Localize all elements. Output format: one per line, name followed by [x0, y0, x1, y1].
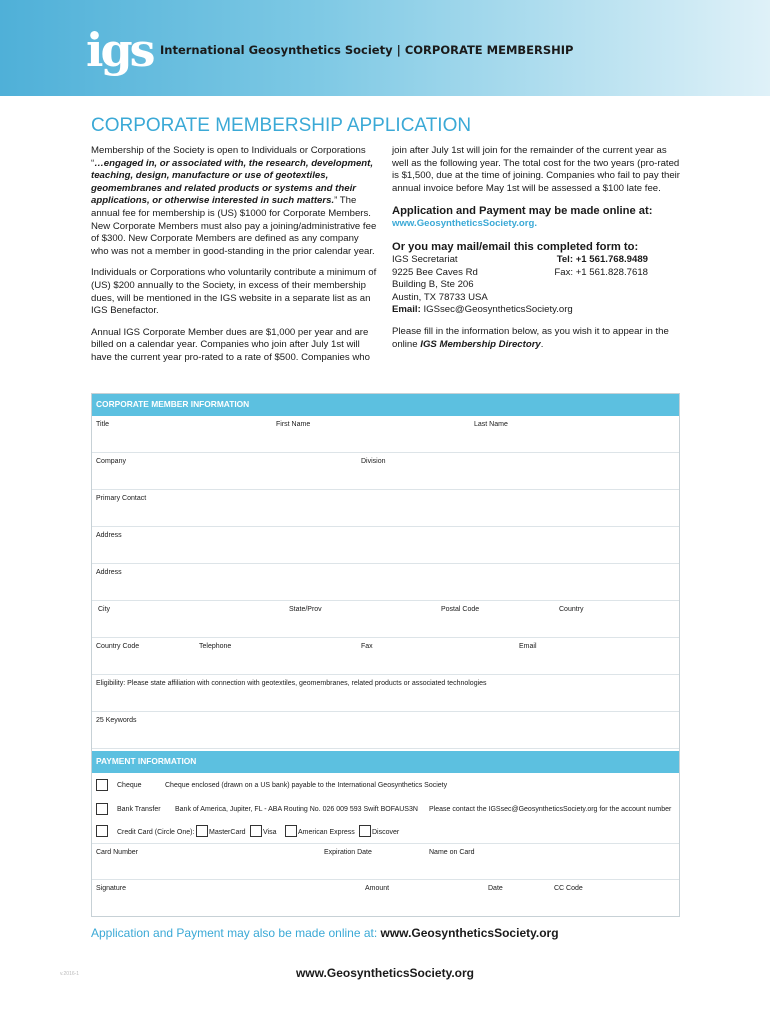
igs-logo: igs	[86, 23, 153, 77]
contact-email: Email: IGSsec@GeosyntheticsSociety.org	[392, 304, 573, 316]
card-row[interactable]	[92, 843, 679, 880]
signature-field: Signature	[96, 885, 126, 892]
city-field: City	[98, 606, 111, 613]
mail-heading: Or you may mail/email this completed form to:	[392, 240, 639, 253]
name-row[interactable]	[92, 416, 679, 453]
name-on-card-field: Name on Card	[429, 849, 475, 856]
benefactor-paragraph: Individuals or Corporations who voluntarily contribute a minimum of (US) $200 annually to the Society, in excess of their membership dues, will be mentioned in the IGS website in a separate list as an IGS Benefactor.	[91, 267, 377, 317]
online-link[interactable]: www.GeosyntheticsSociety.org.	[392, 218, 538, 230]
fax-field: Fax	[361, 643, 373, 650]
keywords-row[interactable]	[92, 712, 679, 749]
mastercard-label: MasterCard	[209, 829, 246, 836]
cheque-label: Cheque	[117, 782, 142, 789]
fax-number: Fax: +1 561.828.7618	[554, 266, 648, 278]
american-express-checkbox[interactable]	[285, 825, 297, 837]
eligibility-field: Eligibility: Please state affiliation with connection with geotextiles, geomembranes, related products or associated technologies	[96, 680, 487, 687]
address-line: Austin, TX 78733 USA	[392, 291, 488, 303]
expiration-date-field: Expiration Date	[324, 849, 372, 856]
bank-details: Bank of America, Jupiter, FL - ABA Routing No. 026 009 593 Swift BOFAUS3N	[175, 806, 418, 813]
country-field: Country	[559, 606, 584, 613]
address-field: Address	[96, 569, 122, 576]
phone-row[interactable]	[92, 638, 679, 675]
email-link[interactable]: IGSsec@GeosyntheticsSociety.org	[423, 304, 573, 316]
title-field: Title	[96, 421, 109, 428]
application-form	[91, 393, 680, 917]
directory-paragraph: Please fill in the information below, as you wish it to appear in the online IGS Membership Directory.	[392, 325, 669, 350]
address-row	[392, 267, 680, 280]
bank-transfer-checkbox[interactable]	[96, 803, 108, 815]
online-heading: Application and Payment may be made online at:	[392, 205, 653, 218]
address-field: Address	[96, 532, 122, 539]
american-express-label: American Express	[298, 829, 355, 836]
cheque-description: Cheque enclosed (drawn on a US bank) payable to the International Geosynthetics Society	[165, 782, 448, 789]
address-row	[392, 254, 680, 267]
telephone-field: Telephone	[199, 643, 232, 650]
visa-label: Visa	[263, 829, 277, 836]
keywords-field: 25 Keywords	[96, 717, 137, 724]
country-code-field: Country Code	[96, 643, 140, 650]
division-field: Division	[361, 458, 386, 465]
footer-online-note: Application and Payment may also be made online at: www.GeosyntheticsSociety.org	[91, 926, 559, 940]
cc-code-field: CC Code	[554, 885, 583, 892]
intro-left-column	[91, 145, 377, 374]
address-row-2[interactable]	[92, 564, 679, 601]
payment-info-header: PAYMENT INFORMATION	[92, 751, 679, 773]
address-row-1[interactable]	[92, 527, 679, 564]
credit-card-label: Credit Card (Circle One):	[117, 829, 195, 836]
first-name-field: First Name	[276, 421, 311, 428]
header-title: International Geosynthetics Society | CORPORATE MEMBERSHIP	[160, 43, 574, 57]
amount-field: Amount	[365, 885, 390, 892]
mastercard-checkbox[interactable]	[196, 825, 208, 837]
address-line: 9225 Bee Caves Rd	[392, 266, 478, 278]
eligibility-row[interactable]	[92, 675, 679, 712]
footer-online-link[interactable]: www.GeosyntheticsSociety.org	[380, 926, 559, 940]
state-field: State/Prov	[289, 606, 322, 613]
address-line: Building B, Ste 206	[392, 279, 474, 291]
company-row[interactable]	[92, 453, 679, 490]
cheque-checkbox[interactable]	[96, 779, 108, 791]
telephone-number: Tel: +1 561.768.9489	[556, 253, 648, 265]
date-field: Date	[488, 885, 503, 892]
primary-contact-field: Primary Contact	[96, 495, 147, 502]
membership-paragraph: Membership of the Society is open to Individuals or Corporations “…engaged in, or associated with, the research, development, teaching, design, manufacture or use of geotextiles, geomembranes and related products or systems and their applications, or otherwise interested in such matters.” The annual fee for membership is (US) $1000 for Corporate Members. New Corporate Members must also pay a joining/administrative fee of $300. New Corporate Members are defined as any company who was not a member in good-standing in the prior calendar year.	[91, 145, 377, 257]
page-title: CORPORATE MEMBERSHIP APPLICATION	[91, 115, 472, 136]
bank-transfer-label: Bank Transfer	[117, 806, 161, 813]
postal-code-field: Postal Code	[441, 606, 480, 613]
footer-website[interactable]: www.GeosyntheticsSociety.org	[295, 966, 475, 980]
signature-row[interactable]	[92, 880, 679, 917]
dues-paragraph: Annual IGS Corporate Member dues are $1,000 per year and are billed on a calendar year. Companies who join after July 1st will have the current year pro-rated to a rate of $500. Companies who	[91, 326, 370, 363]
email-field: Email	[519, 643, 537, 650]
discover-label: Discover	[372, 829, 400, 836]
bank-contact-note: Please contact the IGSsec@GeosyntheticsSociety.org for the account number	[429, 806, 672, 813]
page-header	[0, 0, 770, 96]
document-code: v.2016-1	[60, 971, 80, 977]
last-name-field: Last Name	[474, 421, 508, 428]
contact-row[interactable]	[92, 490, 679, 527]
member-info-header: CORPORATE MEMBER INFORMATION	[92, 394, 679, 416]
address-line: IGS Secretariat	[392, 253, 458, 265]
intro-right-column	[392, 145, 680, 360]
city-row[interactable]	[92, 601, 679, 638]
discover-checkbox[interactable]	[359, 825, 371, 837]
company-field: Company	[96, 458, 126, 465]
visa-checkbox[interactable]	[250, 825, 262, 837]
dues-continued-paragraph: join after July 1st will join for the remainder of the current year as well as the following year. The total cost for the two years (pro-rated is $1,500, due at the time of joining. Companies who fail to pay their annual invoice before May 1st will be assessed a $100 late fee.	[392, 145, 680, 194]
card-number-field: Card Number	[96, 849, 139, 856]
credit-card-checkbox[interactable]	[96, 825, 108, 837]
